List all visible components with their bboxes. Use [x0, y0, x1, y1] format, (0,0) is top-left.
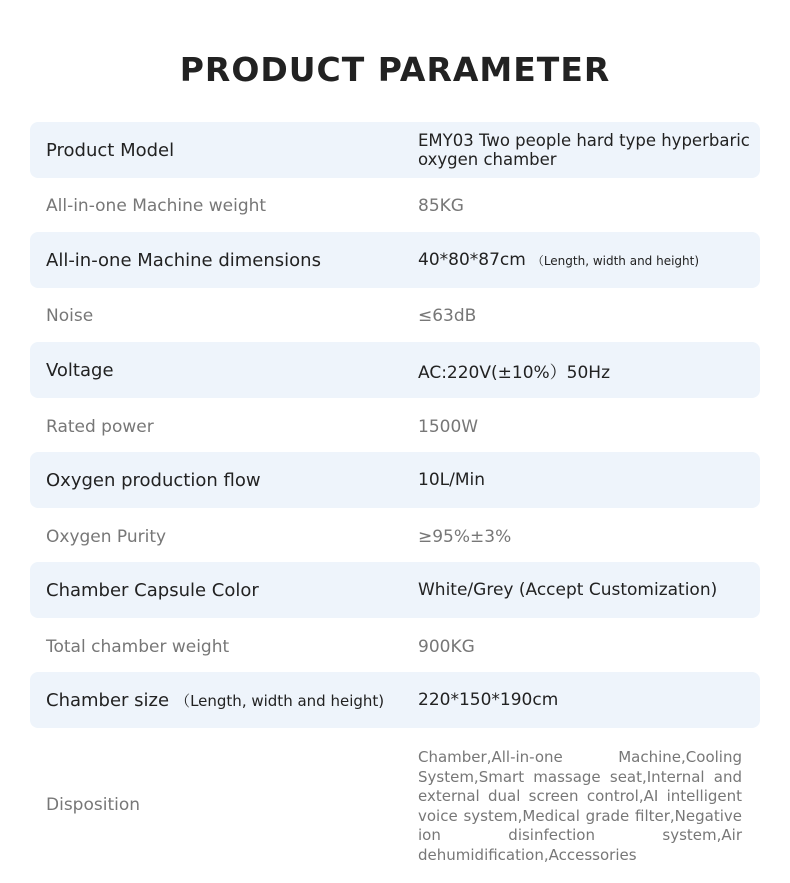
row-label: Product Model [46, 139, 175, 161]
table-row [30, 400, 760, 454]
table-row [30, 289, 760, 343]
row-value: 900KG [418, 637, 475, 657]
row-value: 85KG [418, 196, 464, 216]
row-value: 10L/Min [418, 470, 485, 490]
table-row [30, 179, 760, 233]
row-value: White/Grey (Accept Customization) [418, 580, 718, 600]
table-row [30, 740, 760, 870]
label-note: （Length, width and height) [175, 691, 385, 710]
table-row [30, 620, 760, 674]
row-label: All-in-one Machine dimensions [46, 249, 321, 271]
row-label: Oxygen production flow [46, 469, 261, 491]
row-label [46, 672, 384, 728]
row-label: All-in-one Machine weight [46, 196, 267, 216]
page-title: PRODUCT PARAMETER [179, 50, 611, 89]
table-row [30, 562, 760, 618]
row-value: Chamber,All-in-one Machine,Cooling System,Smart massage seat,Internal and external dual screen control,AI intelligent voice system,Medical grade filter,Negative ion disinfection system,Air dehumidification,Accessories [418, 748, 742, 864]
value-text: 40*80*87cm [418, 250, 526, 270]
row-value: 1500W [418, 417, 479, 437]
table-row [30, 122, 760, 178]
row-label: Disposition [46, 795, 141, 815]
row-label: Noise [46, 306, 94, 326]
row-value: ≤63dB [418, 306, 477, 326]
row-value: AC:220V(±10%）50Hz [418, 362, 611, 383]
row-value: ≥95%±3% [418, 527, 512, 547]
row-value: 220*150*190cm [418, 690, 559, 710]
row-label: Oxygen Purity [46, 527, 167, 547]
table-row [30, 510, 760, 564]
row-label: Chamber Capsule Color [46, 579, 259, 601]
label-text: Chamber size [46, 689, 170, 711]
table-row [30, 672, 760, 728]
table-row [30, 342, 760, 398]
row-label: Voltage [46, 359, 114, 381]
table-row [30, 232, 760, 288]
row-value: EMY03 Two people hard type hyperbaric oxygen chamber [418, 131, 750, 169]
row-label: Rated power [46, 417, 154, 437]
row-value [418, 232, 760, 288]
table-row [30, 452, 760, 508]
row-label: Total chamber weight [46, 637, 230, 657]
value-note: （Length, width and height) [531, 253, 700, 268]
